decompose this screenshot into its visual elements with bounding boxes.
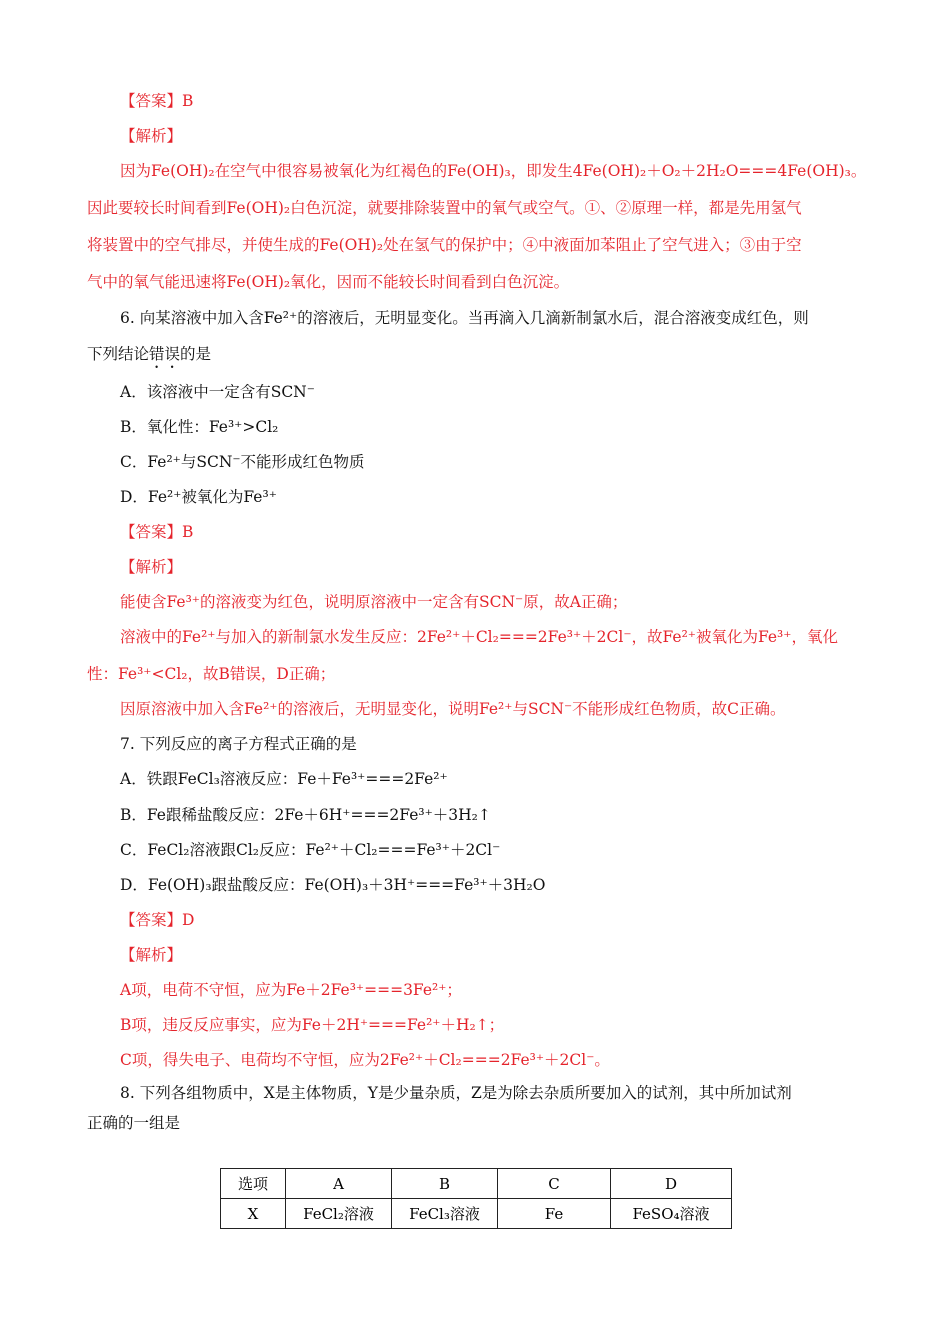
table-header-cell: D [611,1169,732,1199]
q6-stem-cont [87,344,211,372]
q7-option-a: A．铁跟FeCl₃溶液反应：Fe＋Fe³⁺===2Fe²⁺ [120,770,448,788]
q7-analysis-line: B项，违反反应事实，应为Fe＋2H⁺===Fe²⁺＋H₂↑； [120,1016,505,1034]
q7-option-d: D．Fe(OH)₃跟盐酸反应：Fe(OH)₃＋3H⁺===Fe³⁺＋3H₂O [120,876,546,894]
q6-analysis-line: 能使含Fe³⁺的溶液变为红色，说明原溶液中一定含有SCN⁻原，故A正确； [120,593,628,611]
q6-stem-emphasis: 错误 [149,345,181,363]
q6-analysis-label: 【解析】 [120,558,183,576]
table-header-cell: A [286,1169,392,1199]
q7-stem: 7. 下列反应的离子方程式正确的是 [120,735,357,753]
q6-analysis-line: 溶液中的Fe²⁺与加入的新制氯水发生反应：2Fe²⁺＋Cl₂===2Fe³⁺＋2Cl⁻，故Fe²⁺被氧化为Fe³⁺，氧化 [120,628,838,646]
q7-analysis-label: 【解析】 [120,946,183,964]
q6-answer: 【答案】B [120,523,194,541]
q6-option-d: D．Fe²⁺被氧化为Fe³⁺ [120,488,277,506]
q8-stem-cont: 正确的一组是 [87,1114,181,1132]
table-cell: FeSO₄溶液 [611,1199,732,1229]
q6-option-b: B．氧化性：Fe³⁺>Cl₂ [120,418,279,436]
q6-stem-part: 的是 [180,345,212,363]
q7-answer: 【答案】D [120,911,195,929]
table-header-cell: 选项 [221,1169,286,1199]
q6-analysis-line: 性：Fe³⁺<Cl₂，故B错误，D正确； [87,665,336,683]
q7-option-b: B．Fe跟稀盐酸反应：2Fe＋6H⁺===2Fe³⁺＋3H₂↑ [120,806,491,824]
q5-answer: 【答案】B [120,92,194,110]
table-cell: X [221,1199,286,1229]
q8-table [220,1168,732,1229]
q5-analysis-label: 【解析】 [120,127,183,145]
table-header-cell: B [392,1169,498,1199]
q7-analysis-line: A项，电荷不守恒，应为Fe＋2Fe³⁺===3Fe²⁺； [120,981,462,999]
table-row [221,1199,732,1229]
q6-option-c: C．Fe²⁺与SCN⁻不能形成红色物质 [120,453,365,471]
q7-option-c: C．FeCl₂溶液跟Cl₂反应：Fe²⁺＋Cl₂===Fe³⁺＋2Cl⁻ [120,841,501,859]
q6-option-a: A．该溶液中一定含有SCN⁻ [120,383,315,401]
table-header-row [221,1169,732,1199]
table-header-cell: C [498,1169,611,1199]
q5-analysis-line: 将装置中的空气排尽，并使生成的Fe(OH)₂处在氢气的保护中；④中液面加苯阻止了空气进入；③由于空 [87,236,802,254]
q6-stem-part: 下列结论 [87,345,150,363]
q5-analysis-line: 气中的氧气能迅速将Fe(OH)₂氧化，因而不能较长时间看到白色沉淀。 [87,273,570,291]
q7-analysis-line: C项，得失电子、电荷均不守恒，应为2Fe²⁺＋Cl₂===2Fe³⁺＋2Cl⁻。 [120,1051,610,1069]
q6-analysis-line: 因原溶液中加入含Fe²⁺的溶液后，无明显变化，说明Fe²⁺与SCN⁻不能形成红色物质，故C正确。 [120,700,786,718]
q5-analysis-line: 因为Fe(OH)₂在空气中很容易被氧化为红褐色的Fe(OH)₃，即发生4Fe(OH)₂＋O₂＋2H₂O===4Fe(OH)₃。 [120,162,867,180]
q5-analysis-line: 因此要较长时间看到Fe(OH)₂白色沉淀，就要排除装置中的氧气或空气。①、②原理一样，都是先用氢气 [87,199,802,217]
table-cell: Fe [498,1199,611,1229]
q6-stem: 6. 向某溶液中加入含Fe²⁺的溶液后，无明显变化。当再滴入几滴新制氯水后，混合溶液变成红色，则 [120,309,809,327]
q8-stem: 8. 下列各组物质中，X是主体物质，Y是少量杂质，Z是为除去杂质所要加入的试剂，其中所加试剂 [120,1084,792,1102]
table-cell: FeCl₃溶液 [392,1199,498,1229]
table-cell: FeCl₂溶液 [286,1199,392,1229]
